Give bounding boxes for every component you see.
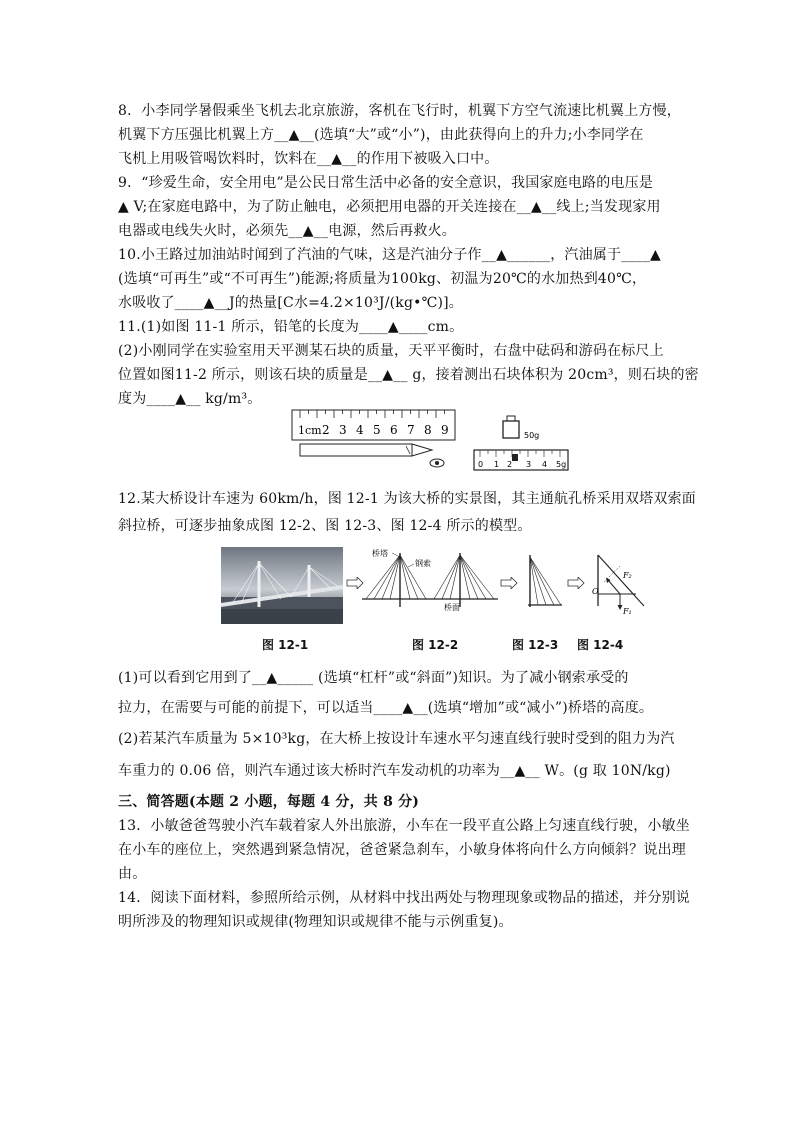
ruler-label-5: 5 <box>373 423 381 437</box>
ruler-label-4: 4 <box>356 423 364 437</box>
q12-part1-line-1: (1)可以看到它用到了__▲_____ (选填“杠杆”或“斜面”)知识。为了减小钢索承受的 <box>118 670 629 686</box>
weight-label: 50g <box>524 431 540 440</box>
section-3-heading: 三、简答题(本题 2 小题，每题 4 分，共 8 分) <box>118 794 420 810</box>
scale-label-5: 5g <box>556 460 567 469</box>
q14-line-1: 14．阅读下面材料，参照所给示例，从材料中找出两处与物理现象或物品的描述，并分别说 <box>118 890 691 906</box>
scale-label-1: 1 <box>494 460 500 469</box>
arrow-icon <box>500 577 518 589</box>
q13-line-3: 由。 <box>118 866 147 882</box>
caption-fig-12-4: 图 12-4 <box>577 638 624 652</box>
scale-label-3: 3 <box>526 460 532 469</box>
ruler-label-6: 6 <box>390 423 398 437</box>
figure-12-1-bridge-photo <box>221 547 343 624</box>
label-f2: F₂ <box>623 571 632 580</box>
eye-icon <box>430 459 444 467</box>
q9-line-1: 9．“珍爱生命，安全用电”是公民日常生活中必备的安全意识，我国家庭电路的电压是 <box>118 175 654 191</box>
q10-line-3: 水吸收了____▲__J的热量[C水=4.2×10³J/(kg•℃)]。 <box>118 295 463 311</box>
figure-12-4-lever-model <box>590 552 652 618</box>
q12-line-2: 斜拉桥，可逐步抽象成图 12-2、图 12-3、图 12-4 所示的模型。 <box>118 518 532 534</box>
q10-line-1: 10.小王路过加油站时闻到了汽油的气味，这是汽油分子作__▲______，汽油属于____▲ <box>118 247 661 263</box>
q12-part1-line-2: 拉力，在需要与可能的前提下，可以适当____▲__(选填“增加”或“减小”)桥塔的高度。 <box>118 700 654 716</box>
ruler-label-9: 9 <box>441 423 449 437</box>
q14-line-2: 明所涉及的物理知识或规律(物理知识或规律不能与示例重复)。 <box>118 914 513 930</box>
weight-icon <box>503 416 519 438</box>
label-cable: 钢索 <box>415 559 431 568</box>
scale-label-0: 0 <box>478 460 484 469</box>
q12-part2-line-1: (2)若某汽车质量为 5×10³kg，在大桥上按设计车速水平匀速直线行驶时受到的阻力为汽 <box>118 731 675 747</box>
q9-line-2: ▲ V;在家庭电路中，为了防止触电，必须把用电器的开关连接在__▲__线上;当发现家用 <box>118 199 661 215</box>
label-pivot-o: O <box>592 587 599 596</box>
q13-line-1: 13．小敏爸爸驾驶小汽车载着家人外出旅游，小车在一段平直公路上匀速直线行驶，小敏坐 <box>118 818 691 834</box>
q11-line-2: (2)小刚同学在实验室用天平测某石块的质量，天平平衡时，右盘中砝码和游码在标尺上 <box>118 343 664 359</box>
pencil <box>300 444 432 456</box>
q13-line-2: 在小车的座位上，突然遇到紧急情况，爸爸紧急刹车，小敏身体将向什么方向倾斜？说出理 <box>118 842 686 858</box>
q8-line-3: 飞机上用吸管喝饮料时，饮料在__▲__的作用下被吸入口中。 <box>118 151 499 167</box>
q9-line-3: 电器或电线失火时，必须先__▲__电源，然后再救火。 <box>118 223 456 239</box>
scale-label-2: 2 <box>507 460 513 469</box>
figure-12-3-single-tower <box>526 553 564 611</box>
figure-12-2-cable-bridge <box>362 547 498 615</box>
label-tower: 桥塔 <box>372 549 388 558</box>
caption-fig-12-3: 图 12-3 <box>512 638 559 652</box>
q8-line-1: 8．小李同学暑假乘坐飞机去北京旅游，客机在飞行时，机翼下方空气流速比机翼上方慢， <box>118 103 681 119</box>
ruler-label-3: 3 <box>339 423 347 437</box>
q12-part2-line-2: 车重力的 0.06 倍，则汽车通过该大桥时汽车发动机的功率为__▲__ W。(g 取 10N/kg) <box>118 763 671 779</box>
figure-11-2-balance <box>472 412 572 476</box>
label-deck: 桥面 <box>444 603 460 612</box>
rider-marker <box>512 454 518 461</box>
q11-line-3: 位置如图11-2 所示，则该石块的质量是__▲__ g，接着测出石块体积为 20cm³，则石块的密 <box>118 367 699 383</box>
ruler-label-1: 1cm <box>298 424 322 437</box>
q10-line-2: (选填“可再生”或“不可再生”)能源;将质量为100kg、初温为20℃的水加热到40℃， <box>118 271 647 287</box>
caption-fig-12-2: 图 12-2 <box>412 638 459 652</box>
q11-line-1: 11.(1)如图 11-1 所示，铅笔的长度为____▲____cm。 <box>118 319 464 335</box>
ruler-label-8: 8 <box>424 423 432 437</box>
ruler-label-2: 2 <box>322 423 330 437</box>
q12-line-1: 12.某大桥设计车速为 60km/h，图 12-1 为该大桥的实景图，其主通航孔桥采用双塔双索面 <box>118 491 696 507</box>
q11-line-4: 度为____▲__ kg/m³。 <box>118 391 262 407</box>
figure-11-1-ruler <box>290 408 460 470</box>
q8-line-2: 机翼下方压强比机翼上方__▲__(选填“大”或“小”)，由此获得向上的升力;小李同学在 <box>118 127 644 143</box>
caption-fig-12-1: 图 12-1 <box>262 638 309 652</box>
label-f1: F₁ <box>623 607 632 616</box>
scale-label-4: 4 <box>542 460 548 469</box>
ruler-label-7: 7 <box>407 423 415 437</box>
arrow-icon <box>567 577 585 589</box>
